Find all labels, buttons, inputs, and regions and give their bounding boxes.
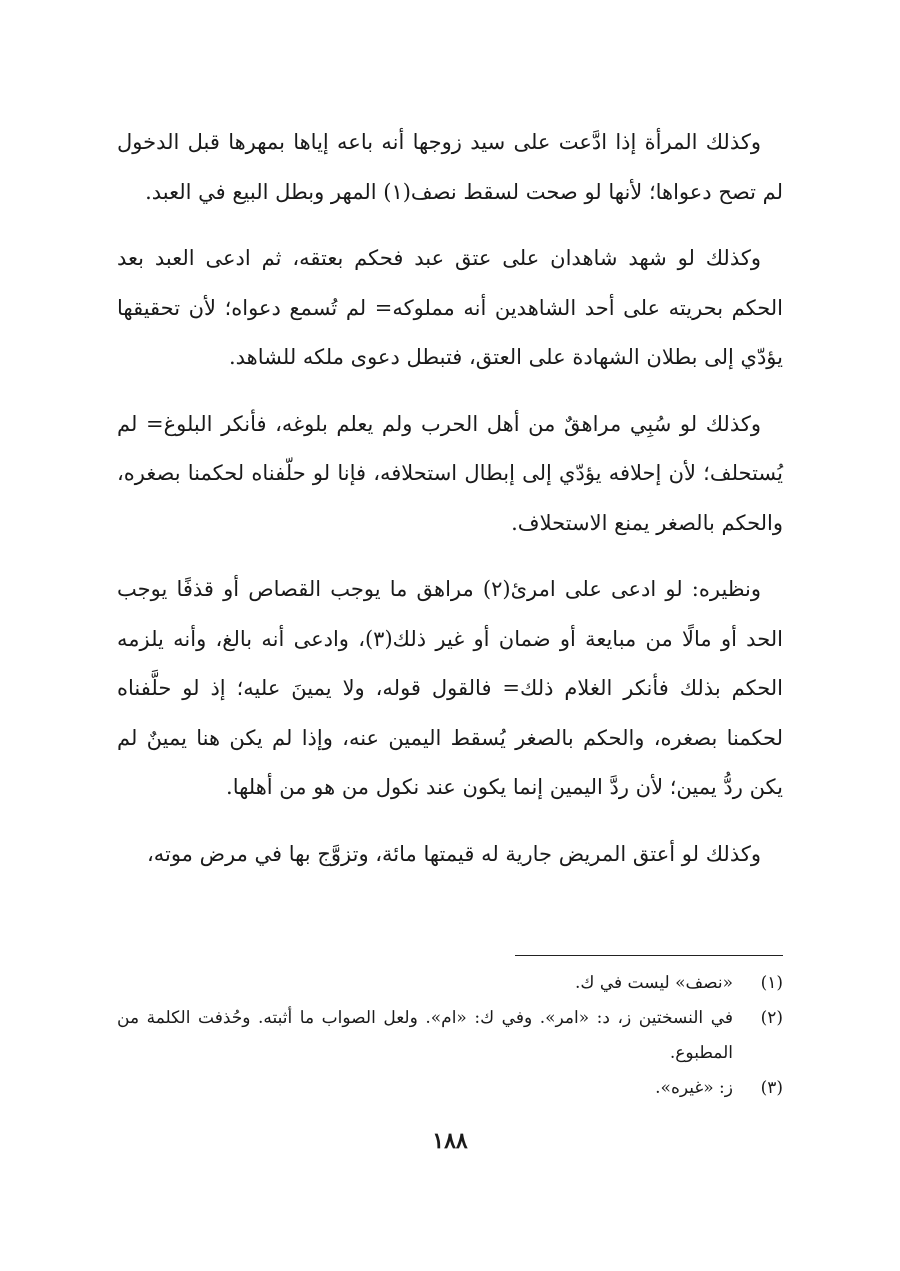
footnote-divider (515, 955, 783, 956)
footnote-3 (117, 1071, 783, 1106)
footnote-number: (٢) (760, 1008, 783, 1028)
footnote-text: في النسختين ز، د: «امر». وفي ك: «ام». ولعل الصواب ما أثبته. وحُذفت الكلمة من المطبوع. (117, 1008, 733, 1063)
paragraph-5: وكذلك لو أعتق المريض جارية له قيمتها مائة، وتزوَّج بها في مرض موته، (146, 841, 761, 866)
page-number: ١٨٨ (432, 1128, 468, 1154)
footnote-number: (٣) (760, 1078, 783, 1098)
paragraph-2: وكذلك لو شهد شاهدان على عتق عبد فحكم بعتقه، ثم ادعى العبد بعد الحكم بحريته على أحد الشاهدين أنه مملوكه= لم تُسمع دعواه؛ لأن تحقيقها يؤدّي إلى بطلان الشهادة على العتق، فتبطل دعوى ملكه للشاهد. (117, 246, 783, 369)
paragraph-1: وكذلك المرأة إذا ادَّعت على سيد زوجها أنه باعه إياها بمهرها قبل الدخول لم تصح دعواها؛ لأنها لو صحت لسقط نصف(١) المهر وبطل البيع في العبد. (117, 130, 783, 204)
footnote-text: «نصف» ليست في ك. (575, 973, 733, 993)
paragraph-3: وكذلك لو سُبِي مراهقٌ من أهل الحرب ولم يعلم بلوغه، فأنكر البلوغ= لم يُستحلف؛ لأن إحلافه يؤدّي إلى إبطال استحلافه، فإنا لو حلّفناه لحكمنا بصغره، والحكم بالصغر يمنع الاستحلاف. (117, 411, 783, 535)
footnote-number: (١) (760, 973, 783, 993)
footnote-1 (117, 966, 783, 1001)
footnotes (117, 966, 783, 1106)
main-text (117, 118, 783, 896)
footnote-text: ز: «غيره». (655, 1078, 733, 1098)
footnote-2 (117, 1001, 783, 1071)
paragraph-4: ونظيره: لو ادعى على امرئ(٢) مراهق ما يوجب القصاص أو قذفًا يوجب الحد أو مالًا من مبايعة أو ضمان أو غير ذلك(٣)، وادعى أنه بالغ، وأنه يلزمه الحكم بذلك فأنكر الغلام ذلك= فالقول قوله، ولا يمينَ عليه؛ إذ لو حلَّفناه لحكمنا بصغره، والحكم بالصغر يُسقط اليمين عنه، وإذا لم يكن هنا يمينٌ لم يكن ردُّ يمين؛ لأن ردَّ اليمين إنما يكون عند نكول من هو من أهلها. (117, 577, 783, 799)
